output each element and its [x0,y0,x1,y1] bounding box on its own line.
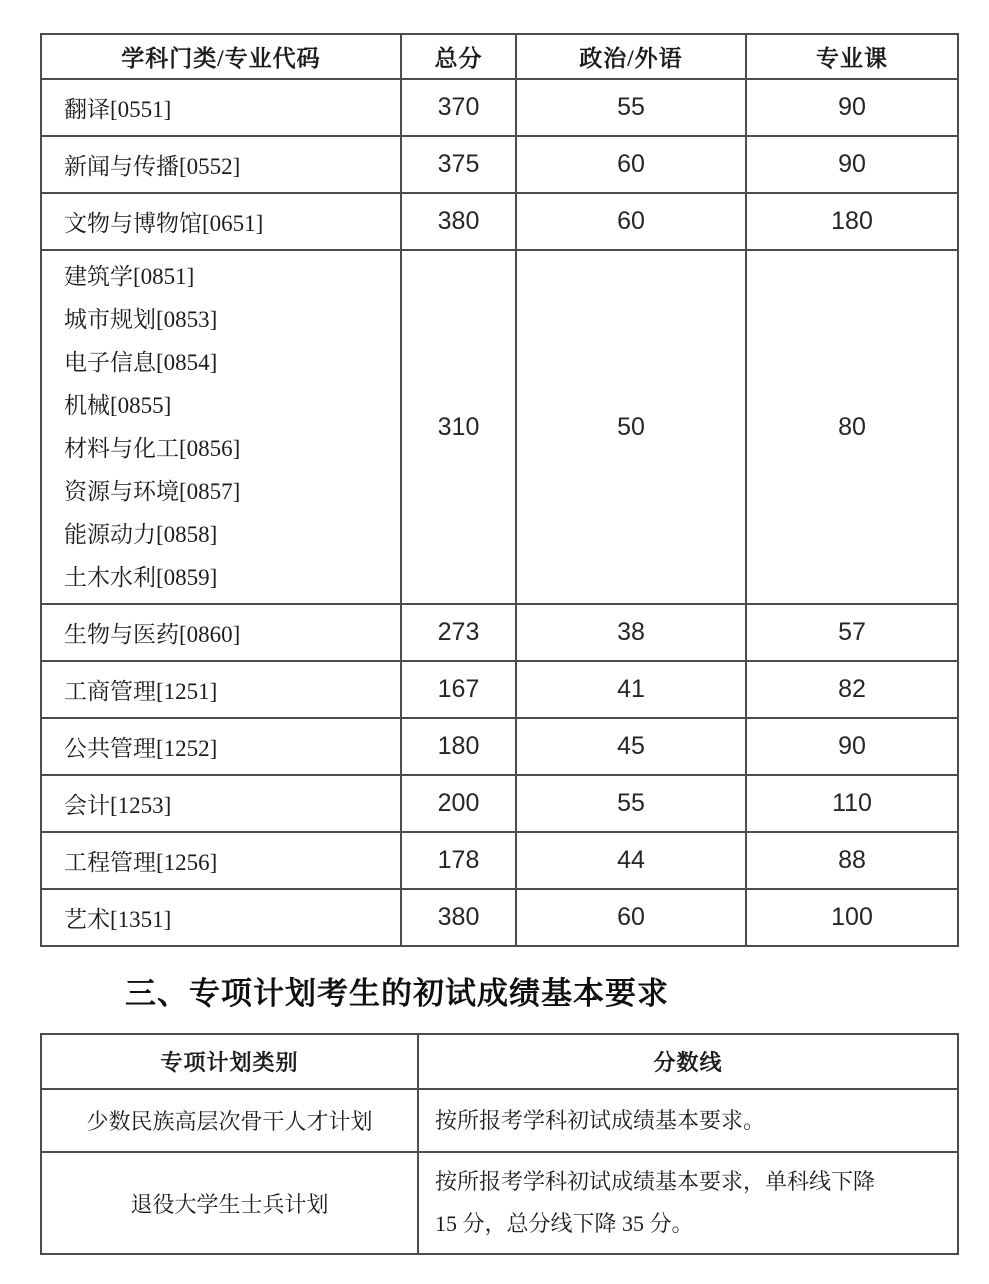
politics-foreign-cell: 55 [516,79,746,136]
score-line-text: 15 分，总分线下降 35 分。 [435,1211,694,1236]
total-score-cell: 375 [401,136,516,193]
professional-cell: 180 [746,193,958,250]
major-name-cell [41,718,401,775]
total-score-cell: 370 [401,79,516,136]
table-row [41,193,958,250]
score-table [40,33,959,947]
major-name: 土木水利[0859] [64,565,218,590]
table-row [41,889,958,946]
special-plan-table [40,1033,959,1255]
politics-foreign-cell: 60 [516,136,746,193]
major-name-cell [41,604,401,661]
professional-cell: 90 [746,718,958,775]
section-heading: 三、专项计划考生的初试成绩基本要求 [125,976,669,1011]
major-name: 资源与环境[0857] [64,479,241,504]
professional-cell: 80 [746,250,958,604]
total-score-cell: 200 [401,775,516,832]
major-name-cell [41,193,401,250]
major-name: 能源动力[0858] [64,522,218,547]
politics-foreign-cell: 50 [516,250,746,604]
major-name: 艺术[1351] [64,907,172,932]
major-name: 公共管理[1252] [64,736,218,761]
score-line-text: 按所报考学科初试成绩基本要求。 [435,1107,766,1133]
major-name: 翻译[0551] [64,97,172,122]
major-name: 建筑学[0851] [64,264,195,289]
total-score-cell: 380 [401,889,516,946]
major-name-cell [41,832,401,889]
table-row [41,79,958,136]
professional-cell: 88 [746,832,958,889]
major-name: 工程管理[1256] [64,850,218,875]
major-name: 电子信息[0854] [64,350,218,375]
total-score-cell: 178 [401,832,516,889]
major-name: 材料与化工[0856] [64,436,241,461]
table-row [41,1152,958,1254]
table-row [41,604,958,661]
score-line-cell [418,1089,958,1152]
score-line-text: 按所报考学科初试成绩基本要求，单科线下降 [435,1169,876,1194]
politics-foreign-cell: 45 [516,718,746,775]
table-row [41,718,958,775]
header-professional-course: 专业课 [746,34,958,79]
table-row [41,661,958,718]
score-table-header-row [41,34,958,79]
table-row [41,832,958,889]
total-score-cell: 167 [401,661,516,718]
professional-cell: 57 [746,604,958,661]
plan-category-cell: 退役大学生士兵计划 [41,1152,418,1254]
major-name: 新闻与传播[0552] [64,154,241,179]
total-score-cell: 380 [401,193,516,250]
major-name: 生物与医药[0860] [64,622,241,647]
table-row [41,1089,958,1152]
header-subject-code: 学科门类/专业代码 [41,34,401,79]
total-score-cell: 180 [401,718,516,775]
major-name-cell [41,79,401,136]
professional-cell: 90 [746,136,958,193]
header-politics-foreign: 政治/外语 [516,34,746,79]
major-name-cell [41,661,401,718]
professional-cell: 100 [746,889,958,946]
table-row [41,775,958,832]
professional-cell: 90 [746,79,958,136]
politics-foreign-cell: 41 [516,661,746,718]
professional-cell: 110 [746,775,958,832]
major-name-cell [41,775,401,832]
major-name-cell [41,250,401,604]
header-score-line: 分数线 [418,1034,958,1089]
total-score-cell: 273 [401,604,516,661]
score-line-cell [418,1152,958,1254]
politics-foreign-cell: 55 [516,775,746,832]
special-table-header-row [41,1034,958,1089]
total-score-cell: 310 [401,250,516,604]
politics-foreign-cell: 44 [516,832,746,889]
politics-foreign-cell: 60 [516,889,746,946]
table-row [41,136,958,193]
major-name: 城市规划[0853] [64,307,218,332]
major-name-cell [41,136,401,193]
major-name-cell [41,889,401,946]
header-total-score: 总分 [401,34,516,79]
politics-foreign-cell: 38 [516,604,746,661]
major-name: 工商管理[1251] [64,679,218,704]
plan-category-cell: 少数民族高层次骨干人才计划 [41,1089,418,1152]
major-name: 机械[0855] [64,393,172,418]
professional-cell: 82 [746,661,958,718]
table-row-merged-engineering [41,250,958,604]
major-name: 会计[1253] [64,793,172,818]
politics-foreign-cell: 60 [516,193,746,250]
header-special-plan-category: 专项计划类别 [41,1034,418,1089]
major-name: 文物与博物馆[0651] [64,211,264,236]
